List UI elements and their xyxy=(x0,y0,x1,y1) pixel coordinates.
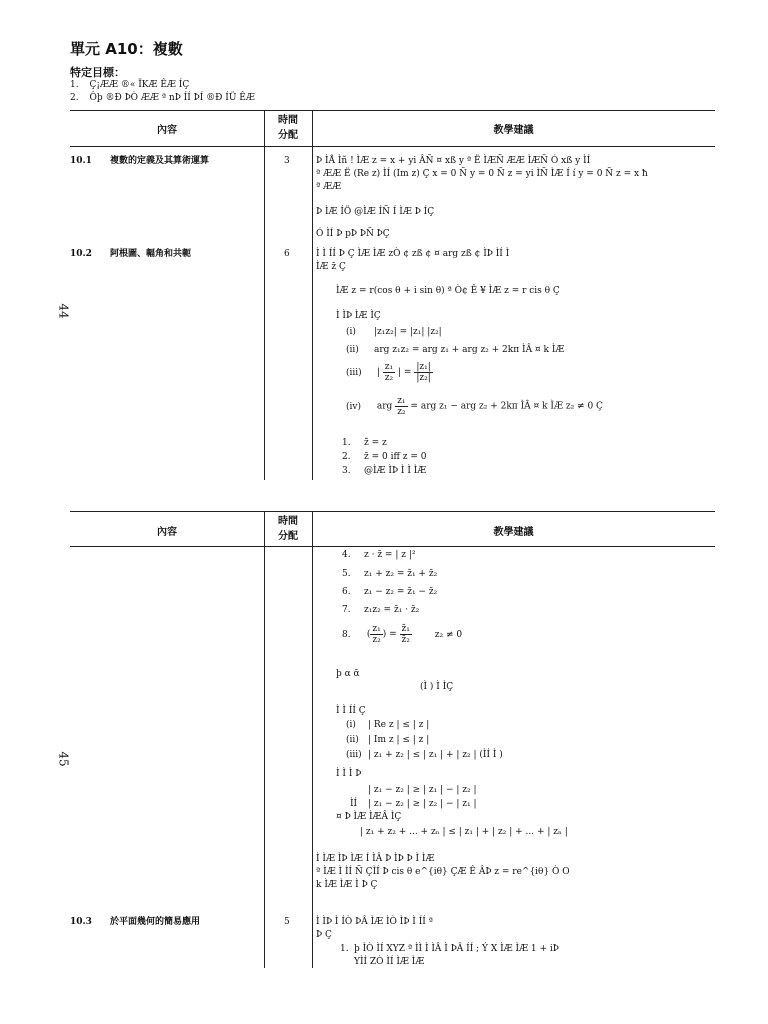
inequality-formula: | z₁ − z₂ | ≥ | z₁ | − | z₂ | xyxy=(368,785,477,795)
suggestion-line: ¤ Þ ÌÆ ÌÆÂ ÌÇ xyxy=(336,812,402,822)
row-time: 5 xyxy=(284,917,290,927)
header-suggestion: 教學建議 xyxy=(493,125,534,136)
conjugate-item xyxy=(342,549,415,561)
column-divider xyxy=(264,511,265,968)
conjugate-number: 8. xyxy=(342,629,351,640)
fraction-numerator: z₁ xyxy=(372,624,381,634)
conjugate-number: 3. xyxy=(342,466,351,476)
suggestion-line: Ì ÌÆ ÌÞ ÌÆ Í ÌÂ Þ ÌÞ Þ Ì ÌÆ xyxy=(316,854,435,864)
conjugate-formula: z̄ = 0 iff z = 0 xyxy=(364,452,427,462)
column-divider xyxy=(312,110,313,480)
conjugate-item xyxy=(342,568,437,580)
row-number: 10.3 xyxy=(70,917,92,927)
fraction-denominator: z₂ xyxy=(397,407,406,417)
conjugate-item xyxy=(342,604,419,616)
property-formula: arg z₁z₂ = arg z₁ + arg z₂ + 2kπ ÌÂ ¤ k ÌÆ xyxy=(374,345,565,355)
table-header-border xyxy=(70,146,715,147)
page-number: 44 xyxy=(56,303,71,319)
unit-title: 單元 A10：複數 xyxy=(70,40,183,58)
conjugate-number: 6. xyxy=(342,587,351,597)
inequality-formula: | z₁ + z₂ + ... + zₙ | ≤ | z₁ | + | z₂ | + ... + | zₙ | xyxy=(360,827,568,837)
row-number: 10.2 xyxy=(70,249,92,259)
conjugate-formula: z · z̄ = | z |² xyxy=(364,550,416,560)
column-divider xyxy=(312,511,313,968)
property-text: arg xyxy=(376,401,393,412)
conjugate-formula: z₁ + z₂ = z̄₁ + z̄₂ xyxy=(364,569,438,579)
application-number: 1. xyxy=(340,944,349,954)
conjugate-condition: z₂ ≠ 0 xyxy=(434,629,463,640)
suggestion-line: Ì ÌÞ ÌÆ ÌÇ xyxy=(336,311,381,321)
suggestion-line: þ α ᾱ xyxy=(336,669,360,679)
conjugate-item xyxy=(342,586,437,598)
row-time: 3 xyxy=(284,156,290,166)
row-title: 於平面幾何的簡易應用 xyxy=(110,917,201,927)
page-number: 45 xyxy=(56,751,71,767)
header-time: 時間 分配 xyxy=(278,115,298,141)
table-top-border xyxy=(70,110,715,111)
inequality-item xyxy=(346,734,429,746)
suggestion-line: ª ÆÆ xyxy=(316,182,342,192)
objective-item xyxy=(70,92,255,104)
property-item xyxy=(346,396,603,417)
fraction-numerator: |z₁| xyxy=(416,362,431,372)
conjugate-formula: @ÌÆ ÌÞ Ì Ì ÌÆ xyxy=(364,466,427,476)
conjugate-number: 1. xyxy=(342,438,351,448)
property-label: (i) xyxy=(346,327,356,337)
inequality-item xyxy=(350,798,477,810)
suggestion-line: Ó ÌÍ Þ pÞ ÞÑ ÞÇ xyxy=(316,229,390,239)
inequality-formula: | z₁ + z₂ | ≤ | z₁ | + | z₂ | (ÌÍ Ì ) xyxy=(368,750,503,760)
fraction-denominator: z₂ xyxy=(384,373,394,383)
objectives-label: 特定目標： xyxy=(70,66,125,79)
fraction-numerator: z̄₁ xyxy=(401,624,410,634)
fraction-numerator: z₁ xyxy=(384,362,394,372)
fraction-numerator: z₁ xyxy=(397,396,406,406)
inequality-label: ÌÍ xyxy=(350,799,358,809)
fraction-denominator: z₂ xyxy=(372,635,381,645)
table-header-border xyxy=(70,546,715,547)
objective-number: 1. xyxy=(70,80,79,90)
suggestion-line: Ì Ì Ì Þ xyxy=(336,769,362,779)
application-text-cont: YÌÍ ZÒ ÌÍ ÌÆ ÌÆ xyxy=(354,957,425,967)
inequality-formula: | Re z | ≤ | z | xyxy=(368,720,430,730)
header-suggestion: 教學建議 xyxy=(493,527,534,538)
conjugate-number: 4. xyxy=(342,550,351,560)
property-item xyxy=(346,326,442,338)
suggestion-line: Þ Ç xyxy=(316,930,332,940)
table-top-border xyxy=(70,511,715,512)
inequality-item xyxy=(346,749,503,761)
column-divider xyxy=(264,110,265,480)
suggestion-line: Þ ÌÆ ÍÖ @ÌÆ ÍÑ Í ÌÆ Þ ÍÇ xyxy=(316,207,435,217)
conjugate-number: 5. xyxy=(342,569,351,579)
suggestion-line: Ì Ì ÍÍ Þ Ç ÌÆ ÌÆ zÒ ¢ zß ¢ ¤ arg zß ¢ ÌÞ ÌÍ Ì xyxy=(316,249,510,259)
fraction-denominator: |z₂| xyxy=(416,373,431,383)
row-title: 阿根圖、輻角和共軛 xyxy=(110,249,192,259)
property-item: (iii) | $\frac{\text{z₁}}{\text{z₂}}$ | = $\frac{\text{|z₁|}}{\text{|z₂|}}$ xyxy=(346,362,431,383)
row-time: 6 xyxy=(284,249,290,259)
row-number: 10.1 xyxy=(70,156,92,166)
conjugate-number: 7. xyxy=(342,605,351,615)
property-label: (ii) xyxy=(346,345,359,355)
objective-number: 2. xyxy=(70,93,79,103)
objective-text: Ç¡ÆÆ ®« ÏKÆ ÊÆ ÍÇ xyxy=(89,80,190,90)
property-formula: |z₁z₂| = |z₁| |z₂| xyxy=(374,327,442,337)
header-time: 時間 分配 xyxy=(278,516,298,542)
suggestion-line: ÌÆ z = r(cos θ + i sin θ) ª Ò¢ Ê ¥ ÌÆ z = r cis θ Ç xyxy=(336,286,560,296)
suggestion-line: Ì Ì ÍÍ Ç xyxy=(336,706,366,716)
suggestion-line: Þ ÌÅ Ìñ ! ÌÆ z = x + yi ÂÑ ¤ xß y ª Ë ÌÆÑ ÆÆ ÌÆÑ Ó xß y ÌÍ xyxy=(316,156,591,166)
inequality-item xyxy=(350,784,477,796)
property-item xyxy=(346,344,564,356)
conjugate-formula: z̄̄ = z xyxy=(364,438,387,448)
suggestion-line: ÌÆ z̄ Ç xyxy=(316,262,346,272)
property-formula: = arg z₁ − arg z₂ + 2kπ ÌÂ ¤ k ÌÆ z₂ ≠ 0 Ç xyxy=(410,401,603,412)
suggestion-line: Ì ÌÞ Ì ÍÒ ÞÂ ÌÆ ÌÒ ÌÞ Ì ÍÍ ª xyxy=(316,917,433,927)
suggestion-line: ª ÌÆ Ì ÌÍ Ñ ÇÌÍ Þ cis θ e^{iθ} ÇÆ Ê ÂÞ z = re^{iθ} Ò O xyxy=(316,867,570,877)
suggestion-line: ª ÆÆ Ë (Re z) ÌÍ (Im z) Ç x = 0 Ñ y = 0 Ñ z = yi ÌÑ ÌÆ Í í y = 0 Ñ z = x ħ xyxy=(316,169,648,179)
inequality-label: (i) xyxy=(346,720,356,730)
suggestion-line: k ÌÆ ÌÆ Ì Þ Ç xyxy=(316,880,378,890)
conjugate-formula: z₁ − z₂ = z̄₁ − z̄₂ xyxy=(364,587,438,597)
conjugate-number: 2. xyxy=(342,452,351,462)
property-label: (iv) xyxy=(346,401,361,412)
header-content: 內容 xyxy=(157,125,177,136)
conjugate-formula: z₁z₂ = z̄₁ · z̄₂ xyxy=(364,605,420,615)
suggestion-line: (Ì ) Ì ÌÇ xyxy=(420,682,454,692)
inequality-item xyxy=(346,719,429,731)
conjugate-item xyxy=(342,465,426,477)
application-text: þ ÌÒ ÌÍ XYZ ª ÌÌ Ì ÌÂ Ì ÞÂ ÍÍ ; Ý X ÌÆ ÌÆ 1 + iÞ xyxy=(354,944,559,954)
fraction-denominator: z̄₂ xyxy=(401,635,410,645)
property-label: (iii) xyxy=(346,367,362,378)
objective-text: Ôþ ®Ð ÞÒ ÆÆ ª nÞ ÍÍ ÞÍ ®Ð ÍÜ ÊÆ xyxy=(89,93,255,103)
inequality-label: (ii) xyxy=(346,735,359,745)
conjugate-item: 8. ( $\frac{\text{z₁}}{\text{z₂}}$ ) = $\frac{\text{z̄₁}}{\text{z̄₂}}$ z₂ ≠ 0 xyxy=(342,624,463,645)
inequality-formula: | z₁ − z₂ | ≥ | z₂ | − | z₁ | xyxy=(368,799,477,809)
header-content: 內容 xyxy=(157,527,177,538)
application-item xyxy=(340,943,559,955)
inequality-formula: | Im z | ≤ | z | xyxy=(368,735,430,745)
conjugate-item xyxy=(342,437,387,449)
conjugate-item xyxy=(342,451,426,463)
inequality-label: (iii) xyxy=(346,750,362,760)
objective-item xyxy=(70,79,189,91)
row-title: 複數的定義及其算術運算 xyxy=(110,156,210,166)
